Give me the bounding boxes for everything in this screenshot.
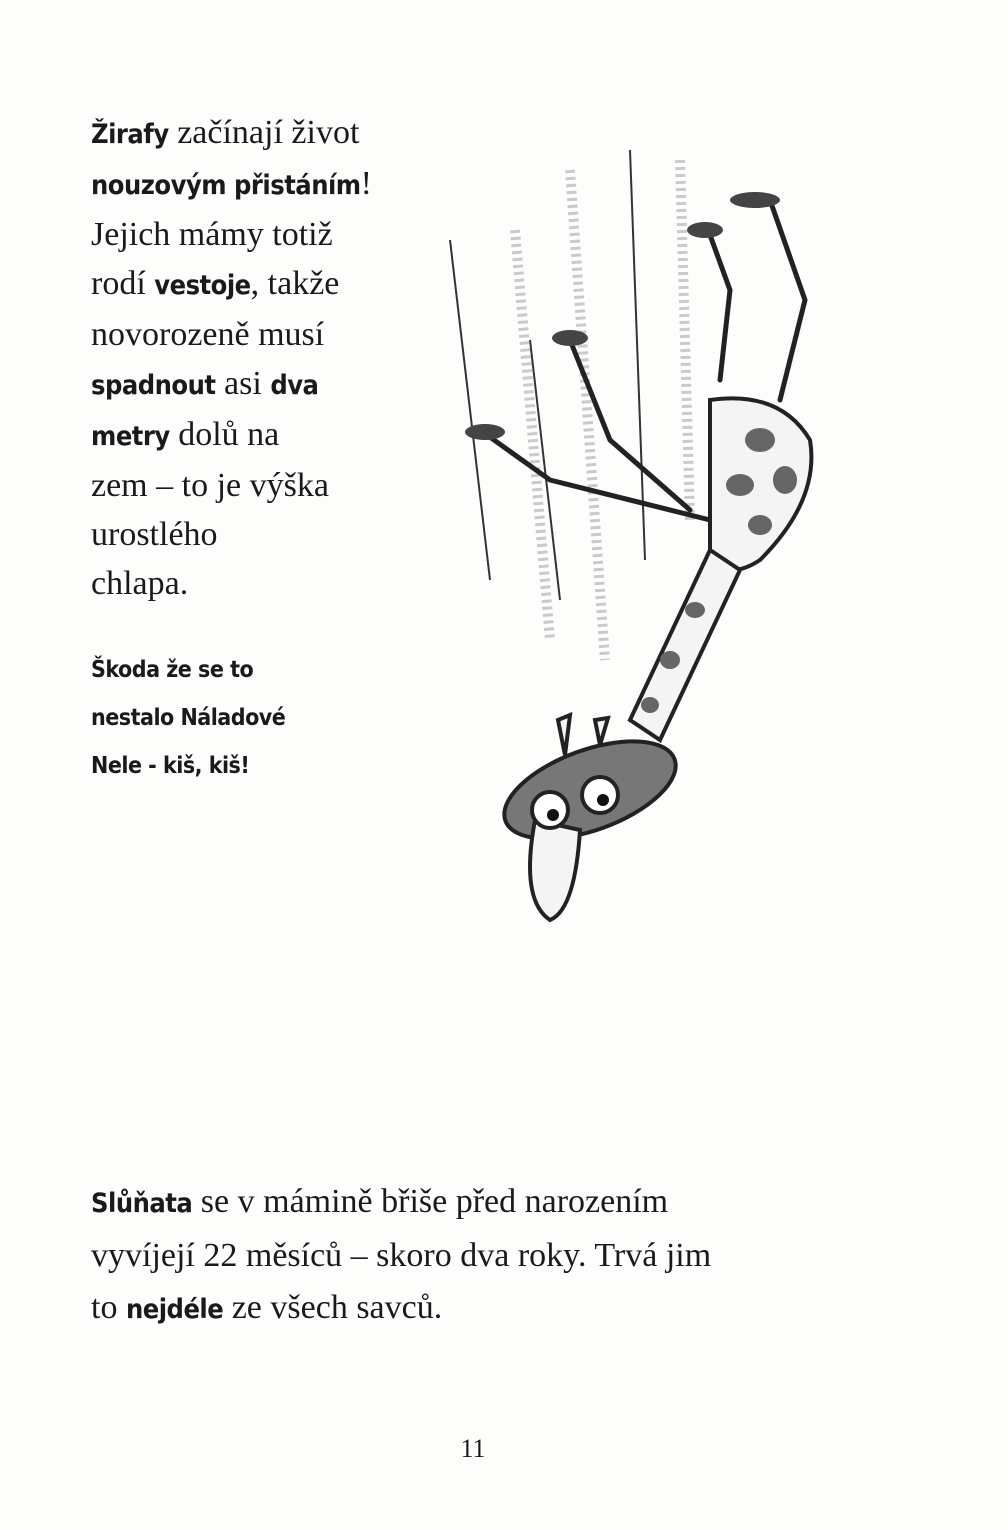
bold-text: Slůňata <box>91 1188 193 1219</box>
nele-remark <box>91 646 411 790</box>
falling-giraffe-icon <box>440 140 840 940</box>
elephant-paragraph <box>91 1176 851 1336</box>
text: to <box>91 1289 126 1326</box>
text-line <box>91 410 431 461</box>
text: asi <box>215 365 271 402</box>
text: , takže <box>250 265 340 302</box>
giraffe-paragraph <box>91 108 431 608</box>
bold-text: vestoje <box>154 270 251 301</box>
text-line: Škoda že se to <box>91 657 254 683</box>
bold-text: spadnout <box>91 370 216 401</box>
text-line: nestalo Náladové <box>91 705 286 731</box>
text-line <box>91 159 431 210</box>
text-line <box>91 259 431 310</box>
text-line: Nele - kiš, kiš! <box>91 753 250 779</box>
text: dolů na <box>169 416 280 453</box>
text-line <box>91 108 431 159</box>
text-line <box>91 1230 851 1282</box>
text: se v mámině břiše před narozením <box>192 1183 669 1220</box>
text: novorozeně musí <box>91 316 325 353</box>
text: chlapa. <box>91 565 189 602</box>
text-line <box>91 310 431 359</box>
text-line <box>91 210 431 259</box>
page-number: 11 <box>460 1434 486 1463</box>
text: ze všech savců. <box>223 1289 443 1326</box>
text-line <box>91 1176 851 1230</box>
text: rodí <box>91 265 155 302</box>
text: Jejich mámy totiž <box>91 216 333 253</box>
text: ! <box>360 165 372 202</box>
bold-text: Žirafy <box>91 119 169 150</box>
text: vyvíjejí 22 měsíců – skoro dva roky. Trvá jim <box>91 1237 712 1274</box>
text-line <box>91 461 431 510</box>
bold-text: dva <box>270 370 319 401</box>
text: začínají život <box>168 114 360 151</box>
text-line <box>91 359 431 410</box>
text-line <box>91 510 431 559</box>
bold-text: metry <box>91 421 170 452</box>
bold-text: nouzovým přistáním <box>91 170 361 201</box>
text-line <box>91 559 431 608</box>
text-line <box>91 1282 851 1336</box>
text: zem – to je výška <box>91 467 329 504</box>
text: urostlého <box>91 516 218 553</box>
bold-text: nejdéle <box>125 1294 224 1325</box>
